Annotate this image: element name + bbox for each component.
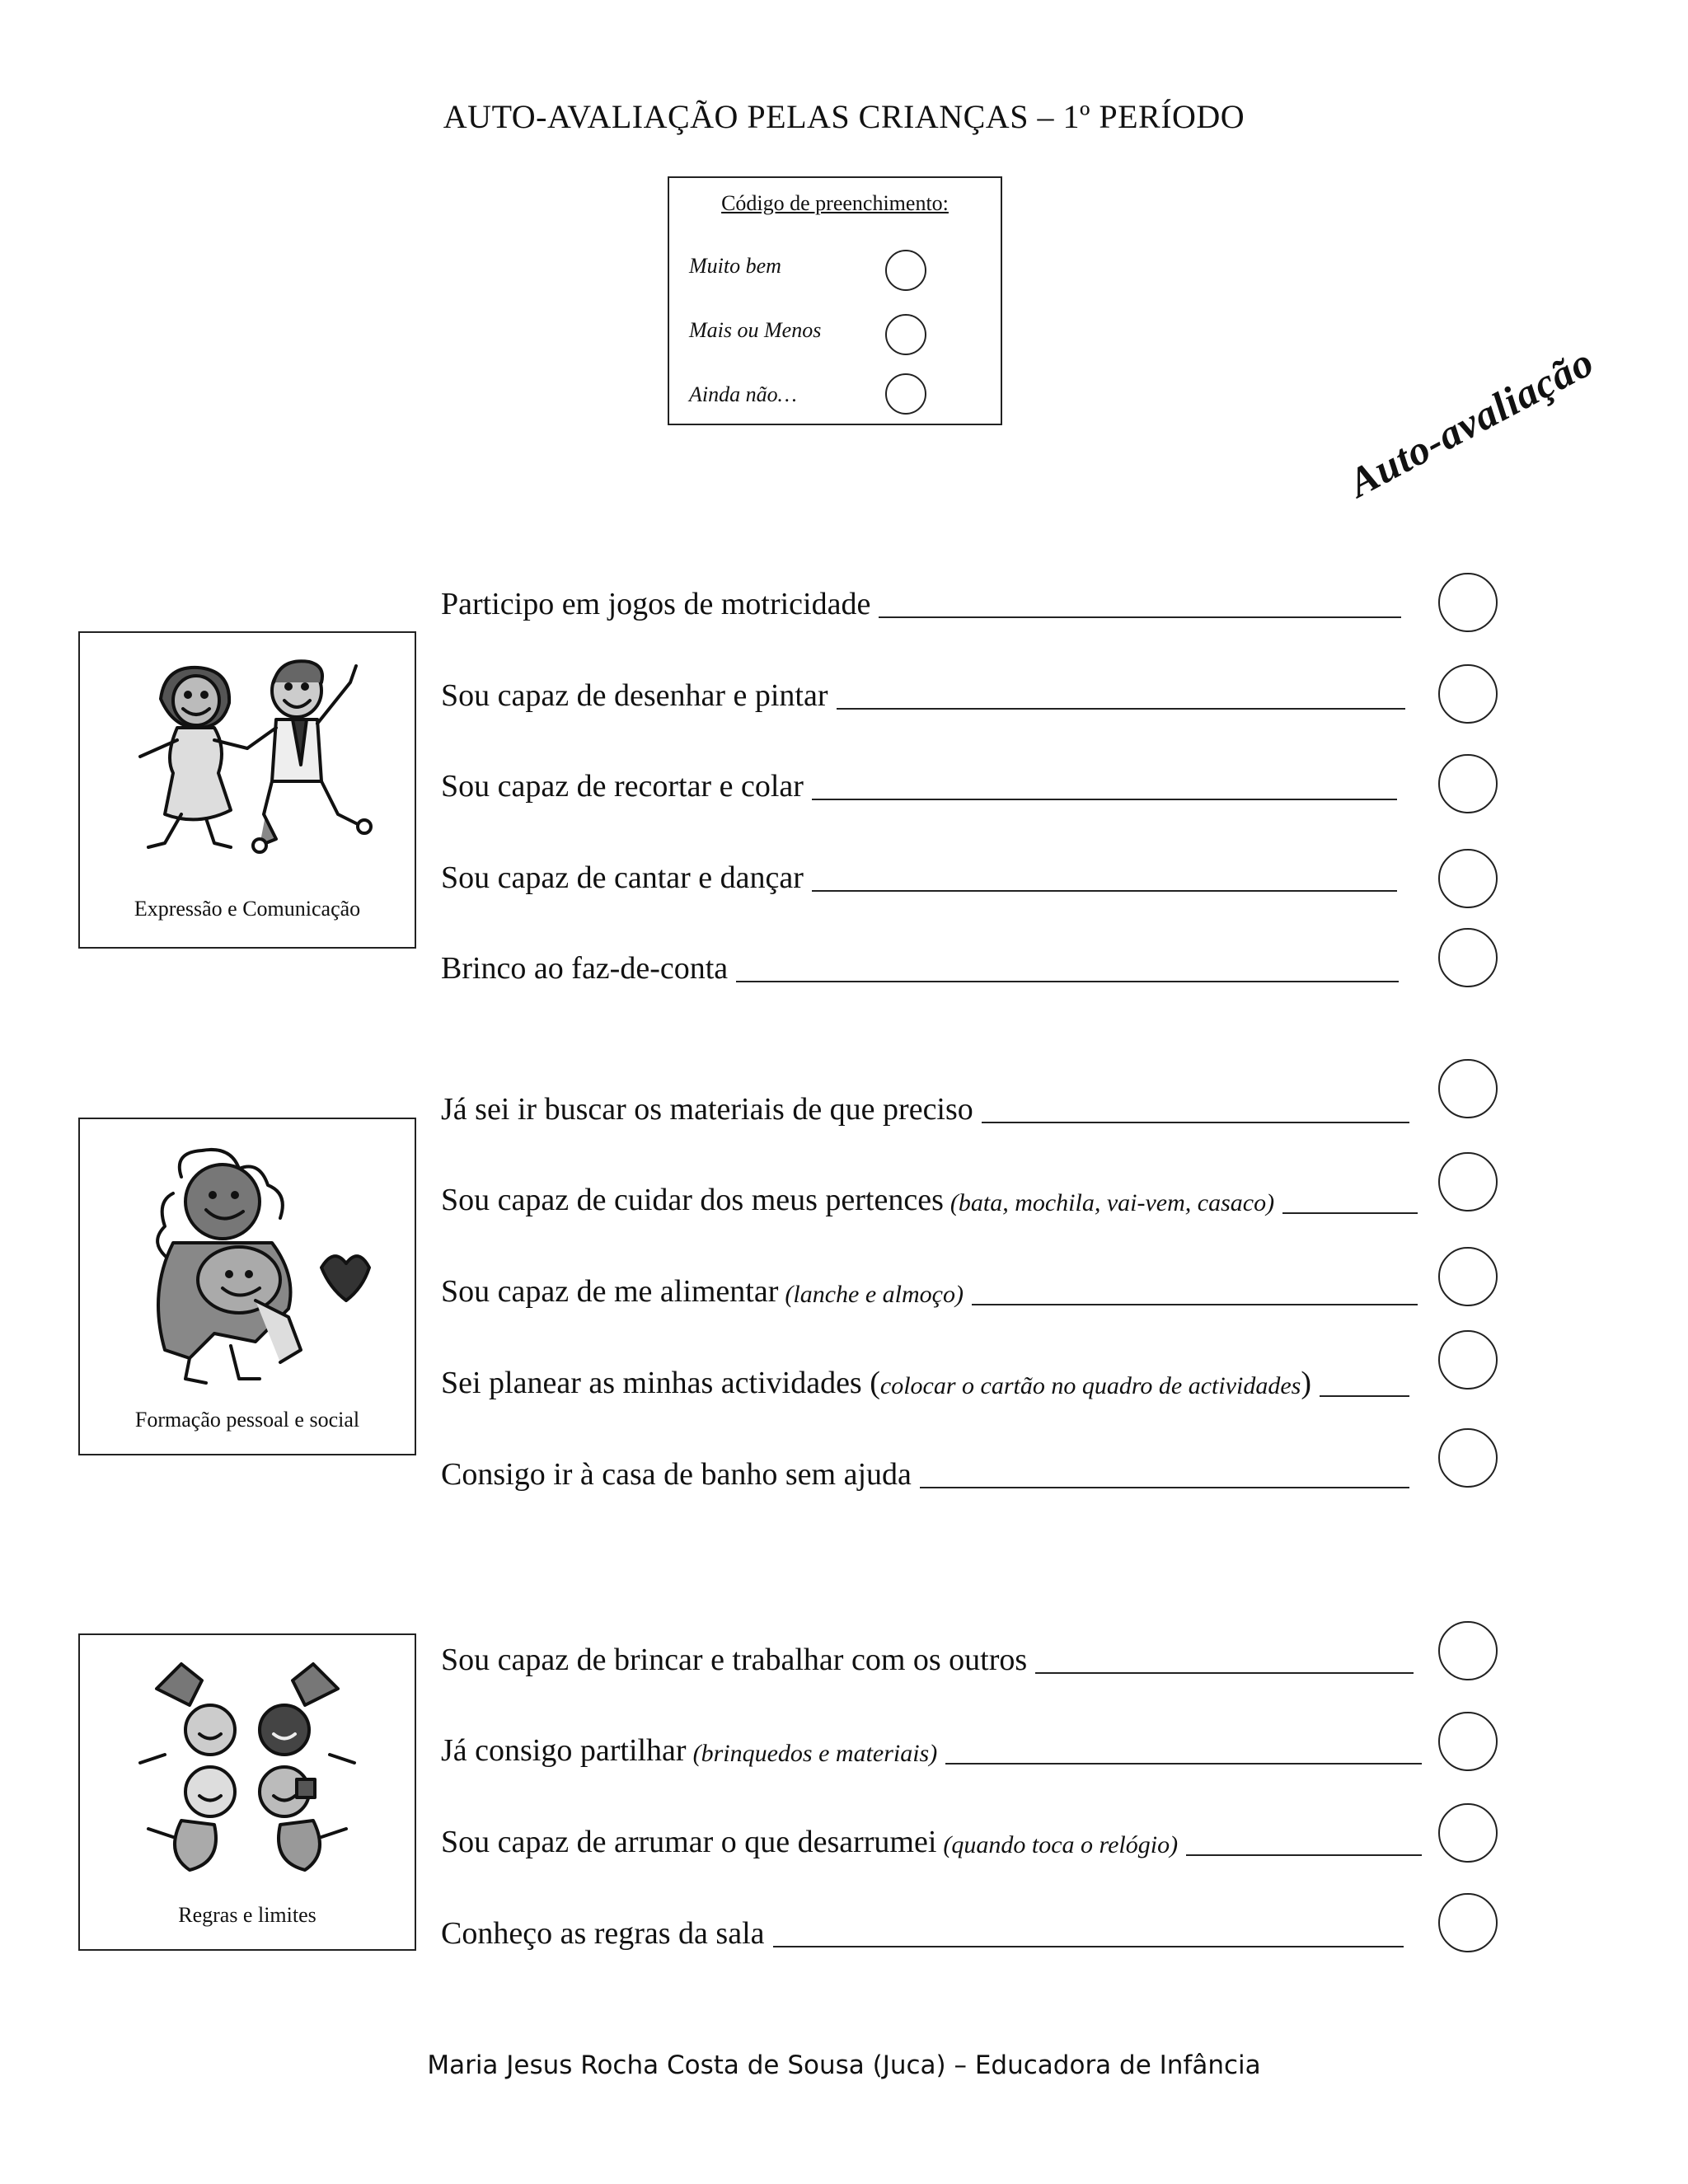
legend-circle-icon xyxy=(885,314,926,355)
legend-label-mais-ou-menos: Mais ou Menos xyxy=(689,318,822,342)
answer-circle[interactable] xyxy=(1438,1893,1498,1952)
fill-line xyxy=(945,1763,1422,1765)
statement-text: Sou capaz de cantar e dançar xyxy=(441,860,804,895)
answer-circle[interactable] xyxy=(1438,1803,1498,1863)
statement-note: (quando toca o relógio) xyxy=(943,1831,1179,1858)
statement-text: Brinco ao faz-de-conta xyxy=(441,951,729,986)
statement-text: Sou capaz de arrumar o que desarrumei xyxy=(441,1825,937,1859)
statement-text-end: ) xyxy=(1301,1366,1311,1400)
fill-line xyxy=(982,1122,1409,1123)
category-box-formacao xyxy=(78,1118,416,1455)
category-box-regras xyxy=(78,1633,416,1951)
statement-row xyxy=(441,1808,1422,1858)
auto-avaliacao-stamp: Auto-avaliação xyxy=(1340,338,1601,506)
legend-label-ainda-nao: Ainda não… xyxy=(689,382,797,406)
hugging-children-icon xyxy=(124,1144,371,1391)
answer-circle[interactable] xyxy=(1438,1152,1498,1212)
statement-row xyxy=(441,752,1397,802)
statement-note: (brinquedos e materiais) xyxy=(692,1740,938,1767)
fill-line xyxy=(837,708,1405,710)
dancing-children-icon xyxy=(115,649,379,864)
statement-text: Conheço as regras da sala xyxy=(441,1916,765,1951)
statement-row xyxy=(441,1349,1409,1399)
statement-text: Consigo ir à casa de banho sem ajuda xyxy=(441,1457,912,1492)
statement-text: Já consigo partilhar xyxy=(441,1733,687,1768)
legend-box xyxy=(668,176,1002,425)
children-circle-icon xyxy=(132,1656,363,1878)
legend-circle-icon xyxy=(885,250,926,291)
answer-circle[interactable] xyxy=(1438,1712,1498,1771)
statement-note: (lanche e almoço) xyxy=(785,1281,964,1308)
fill-line xyxy=(773,1946,1404,1947)
statement-row xyxy=(441,844,1397,893)
answer-circle[interactable] xyxy=(1438,1330,1498,1390)
fill-line xyxy=(920,1487,1409,1488)
statement-note: colocar o cartão no quadro de actividades xyxy=(879,1372,1301,1399)
fill-line xyxy=(1320,1395,1409,1397)
statement-text: Sei planear as minhas actividades ( xyxy=(441,1366,880,1400)
fill-line xyxy=(736,981,1399,982)
statement-text: Sou capaz de recortar e colar xyxy=(441,769,804,804)
answer-circle[interactable] xyxy=(1438,1621,1498,1680)
answer-circle[interactable] xyxy=(1438,849,1498,908)
statement-row xyxy=(441,935,1399,984)
statement-row xyxy=(441,1626,1414,1675)
statement-row xyxy=(441,570,1401,620)
legend-circle-icon xyxy=(885,373,926,415)
statement-note: (bata, mochila, vai-vem, casaco) xyxy=(950,1189,1275,1216)
answer-circle[interactable] xyxy=(1438,1247,1498,1306)
statement-row xyxy=(441,1717,1422,1766)
answer-circle[interactable] xyxy=(1438,1428,1498,1488)
page-title: AUTO-AVALIAÇÃO PELAS CRIANÇAS – 1º PERÍODO xyxy=(443,98,1245,135)
answer-circle[interactable] xyxy=(1438,928,1498,987)
statement-row xyxy=(441,1258,1418,1307)
category-label: Formação pessoal e social xyxy=(134,1408,360,1432)
statement-row xyxy=(441,1441,1409,1490)
answer-circle[interactable] xyxy=(1438,664,1498,724)
statement-text: Já sei ir buscar os materiais de que preciso xyxy=(441,1092,973,1127)
statement-row xyxy=(441,1076,1409,1125)
statement-text: Sou capaz de cuidar dos meus pertences xyxy=(441,1183,944,1217)
statement-text: Sou capaz de me alimentar xyxy=(441,1274,779,1309)
statement-text: Participo em jogos de motricidade xyxy=(441,587,871,621)
fill-line xyxy=(812,890,1397,892)
fill-line xyxy=(1282,1212,1418,1214)
answer-circle[interactable] xyxy=(1438,573,1498,632)
category-box-expressao xyxy=(78,631,416,949)
fill-line xyxy=(1035,1672,1414,1674)
statement-text: Sou capaz de desenhar e pintar xyxy=(441,678,828,713)
statement-row xyxy=(441,662,1405,711)
statement-row xyxy=(441,1166,1418,1216)
fill-line xyxy=(972,1304,1418,1305)
legend-label-muito-bem: Muito bem xyxy=(689,254,781,278)
footer-author: Maria Jesus Rocha Costa de Sousa (Juca) – Educadora de Infância xyxy=(427,2050,1261,2080)
answer-circle[interactable] xyxy=(1438,1059,1498,1118)
answer-circle[interactable] xyxy=(1438,754,1498,813)
legend-title: Código de preenchimento: xyxy=(721,191,949,215)
fill-line xyxy=(1186,1854,1422,1856)
category-label: Expressão e Comunicação xyxy=(134,897,361,921)
fill-line xyxy=(879,616,1401,618)
category-label: Regras e limites xyxy=(178,1903,316,1927)
statement-text: Sou capaz de brincar e trabalhar com os outros xyxy=(441,1643,1028,1677)
fill-line xyxy=(812,799,1397,800)
statement-row xyxy=(441,1900,1404,1949)
